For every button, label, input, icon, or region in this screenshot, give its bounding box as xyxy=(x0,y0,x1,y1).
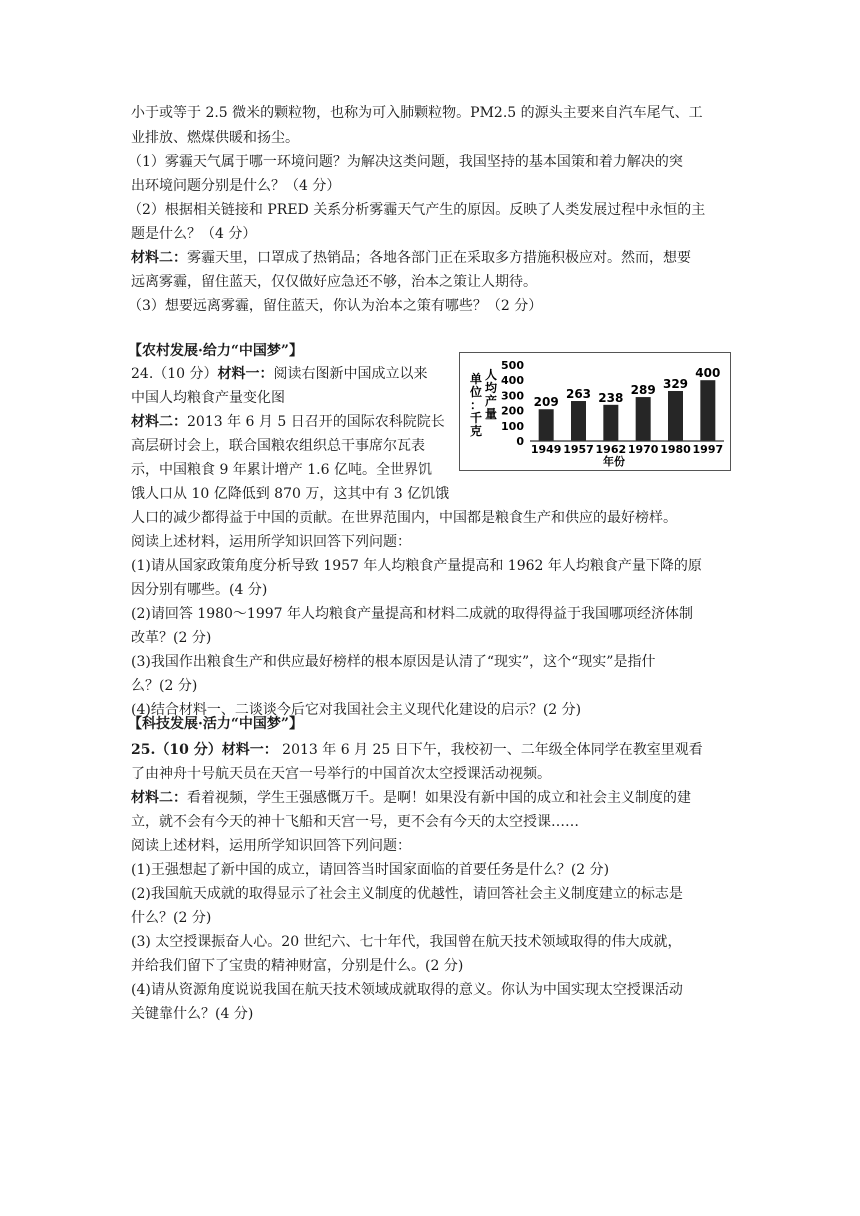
q24-material2-line3: 示，中国粮食 9 年累计增产 1.6 亿吨。全世界饥 xyxy=(131,462,432,478)
q24-material2-line2: 高层研讨会上，联合国粮农组织总干事席尔瓦表 xyxy=(131,438,425,454)
bar-value-label: 289 xyxy=(630,383,656,398)
q23-question1-line2: 出环境问题分别是什么？（4 分） xyxy=(131,178,341,194)
q24-question2-line1: (2)请回答 1980～1997 年人均粮食产量提高和材料二成就的取得得益于我国哪项经济体制 xyxy=(131,606,693,622)
y-tick-label: 400 xyxy=(501,374,524,388)
q23-material2-line1 xyxy=(131,247,691,269)
x-tick-label: 1970 xyxy=(627,443,659,456)
y-tick-label: 100 xyxy=(501,419,524,433)
material-text: 看着视频，学生王强感慨万千。是啊！如果没有新中国的成立和社会主义制度的建 xyxy=(187,790,691,806)
material-label: 材料二： xyxy=(131,790,187,806)
section-heading-tech: 【科技发展·活力“中国梦”】 xyxy=(128,716,303,732)
material-label: 材料一： xyxy=(217,366,274,382)
material-text: 雾霾天里，口罩成了热销品；各地各部门正在采取多方措施积极应对。然而，想要 xyxy=(187,250,691,266)
q23-question3: （3）想要远离雾霾，留住蓝天，你认为治本之策有哪些？（2 分） xyxy=(128,298,543,314)
question-number: 25.（10 分） xyxy=(131,742,222,758)
bar xyxy=(636,397,651,441)
q24-material1-line1 xyxy=(131,363,428,385)
q25-material2-line1 xyxy=(131,787,691,809)
material-text: 2013 年 6 月 25 日下午，我校初一、二年级全体同学在教室里观看 xyxy=(277,742,703,758)
q23-intro-line2: 业排放、燃煤供暖和扬尘。 xyxy=(131,130,299,146)
material-label: 材料二： xyxy=(131,414,187,430)
q24-question1-line2: 因分别有哪些。(4 分) xyxy=(131,582,268,598)
bar-chart-svg xyxy=(460,353,730,470)
bar xyxy=(700,380,715,441)
q24-material2-line5: 人口的减少都得益于中国的贡献。在世界范围内，中国都是粮食生产和供应的最好榜样。 xyxy=(131,510,677,526)
q25-read-instruction: 阅读上述材料，运用所学知识回答下列问题： xyxy=(131,838,411,854)
y-tick-label: 200 xyxy=(501,404,524,418)
q23-question2-line2: 题是什么？（4 分） xyxy=(131,226,257,242)
y-axis-title: 人均产量 xyxy=(484,368,498,421)
bar xyxy=(539,409,554,441)
q25-question1: (1)王强想起了新中国的成立，请回答当时国家面临的首要任务是什么？(2 分) xyxy=(131,862,610,878)
x-tick-label: 1962 xyxy=(595,443,627,456)
bar-value-label: 209 xyxy=(533,395,559,410)
q23-question2-line1: （2）根据相关链接和 PRED 关系分析雾霾天气产生的原因。反映了人类发展过程中永恒的主 xyxy=(128,202,706,218)
q24-question4: (4)结合材料一、二谈谈今后它对我国社会主义现代化建设的启示？(2 分) xyxy=(131,702,582,718)
bar xyxy=(668,391,683,441)
grain-per-capita-chart xyxy=(459,352,731,471)
q25-question4-line2: 关键靠什么？(4 分) xyxy=(131,1006,254,1022)
q25-question2-line1: (2)我国航天成就的取得显示了社会主义制度的优越性，请回答社会主义制度建立的标志是 xyxy=(131,886,683,902)
x-axis-title: 年份 xyxy=(603,455,625,468)
q24-question1-line1: (1)请从国家政策角度分析导致 1957 年人均粮食产量提高和 1962 年人均粮食产量下降的原 xyxy=(131,558,702,574)
x-tick-label: 1997 xyxy=(692,443,724,456)
bar-value-label: 238 xyxy=(598,390,624,405)
material-label: 材料二： xyxy=(131,250,187,266)
q23-material2-line2: 远离雾霾，留住蓝天，仅仅做好应急还不够，治本之策让人期待。 xyxy=(131,274,537,290)
q24-question3-line1: (3)我国作出粮食生产和供应最好榜样的根本原因是认清了“现实”，这个“现实”是指什 xyxy=(131,654,656,670)
x-tick-label: 1980 xyxy=(660,443,691,456)
q25-question4-line1: (4)请从资源角度说说我国在航天技术领域成就取得的意义。你认为中国实现太空授课活动 xyxy=(131,982,683,998)
section-heading-rural: 【农村发展·给力“中国梦”】 xyxy=(128,343,303,359)
y-tick-label: 500 xyxy=(501,359,524,372)
q24-question2-line2: 改革？(2 分) xyxy=(131,630,212,646)
y-tick-group xyxy=(501,359,524,448)
y-tick-label: 0 xyxy=(516,435,524,448)
q24-read-instruction: 阅读上述材料，运用所学知识回答下列问题： xyxy=(131,534,411,550)
q23-intro-line1: 小于或等于 2.5 微米的颗粒物，也称为可入肺颗粒物。PM2.5 的源头主要来自汽车尾气、工 xyxy=(131,105,703,121)
q23-question1-line1: （1）雾霾天气属于哪一环境问题？为解决这类问题，我国坚持的基本国策和着力解决的突 xyxy=(128,154,683,170)
q24-material2-line1 xyxy=(131,411,445,433)
bar-value-label: 400 xyxy=(695,366,721,381)
q25-question3-line2: 并给我们留下了宝贵的精神财富，分别是什么。(2 分) xyxy=(131,958,464,974)
bar xyxy=(603,405,618,441)
q25-material2-line2: 立，就不会有今天的神十飞船和天宫一号，更不会有今天的太空授课…… xyxy=(131,814,579,830)
material-label: 材料一： xyxy=(221,742,278,758)
question-number: 24.（10 分） xyxy=(131,366,218,382)
y-tick-label: 300 xyxy=(501,389,524,403)
q24-material1-line2: 中国人均粮食产量变化图 xyxy=(131,390,285,406)
bar-value-label: 263 xyxy=(565,387,592,402)
bar-value-label: 329 xyxy=(662,376,689,391)
q24-question3-line2: 么？(2 分) xyxy=(131,678,198,694)
bar xyxy=(571,401,586,441)
y-axis-unit-label: 单位：千克 xyxy=(469,372,483,438)
q25-material1-line1 xyxy=(131,739,703,761)
q25-question3-line1: (3) 太空授课振奋人心。20 世纪六、七十年代，我国曾在航天技术领域取得的伟大成就， xyxy=(131,934,682,950)
material-text: 阅读右图新中国成立以来 xyxy=(273,366,428,382)
q24-material2-line4: 饿人口从 10 亿降低到 870 万，这其中有 3 亿饥饿 xyxy=(131,486,450,502)
q25-material1-line2: 了由神舟十号航天员在天宫一号举行的中国首次太空授课活动视频。 xyxy=(131,766,551,782)
x-tick-label: 1957 xyxy=(563,443,594,456)
x-tick-label: 1949 xyxy=(530,443,562,456)
material-text: 2013 年 6 月 5 日召开的国际农科院院长 xyxy=(187,414,445,430)
bar-group xyxy=(531,366,723,456)
q25-question2-line2: 什么？(2 分) xyxy=(131,910,212,926)
